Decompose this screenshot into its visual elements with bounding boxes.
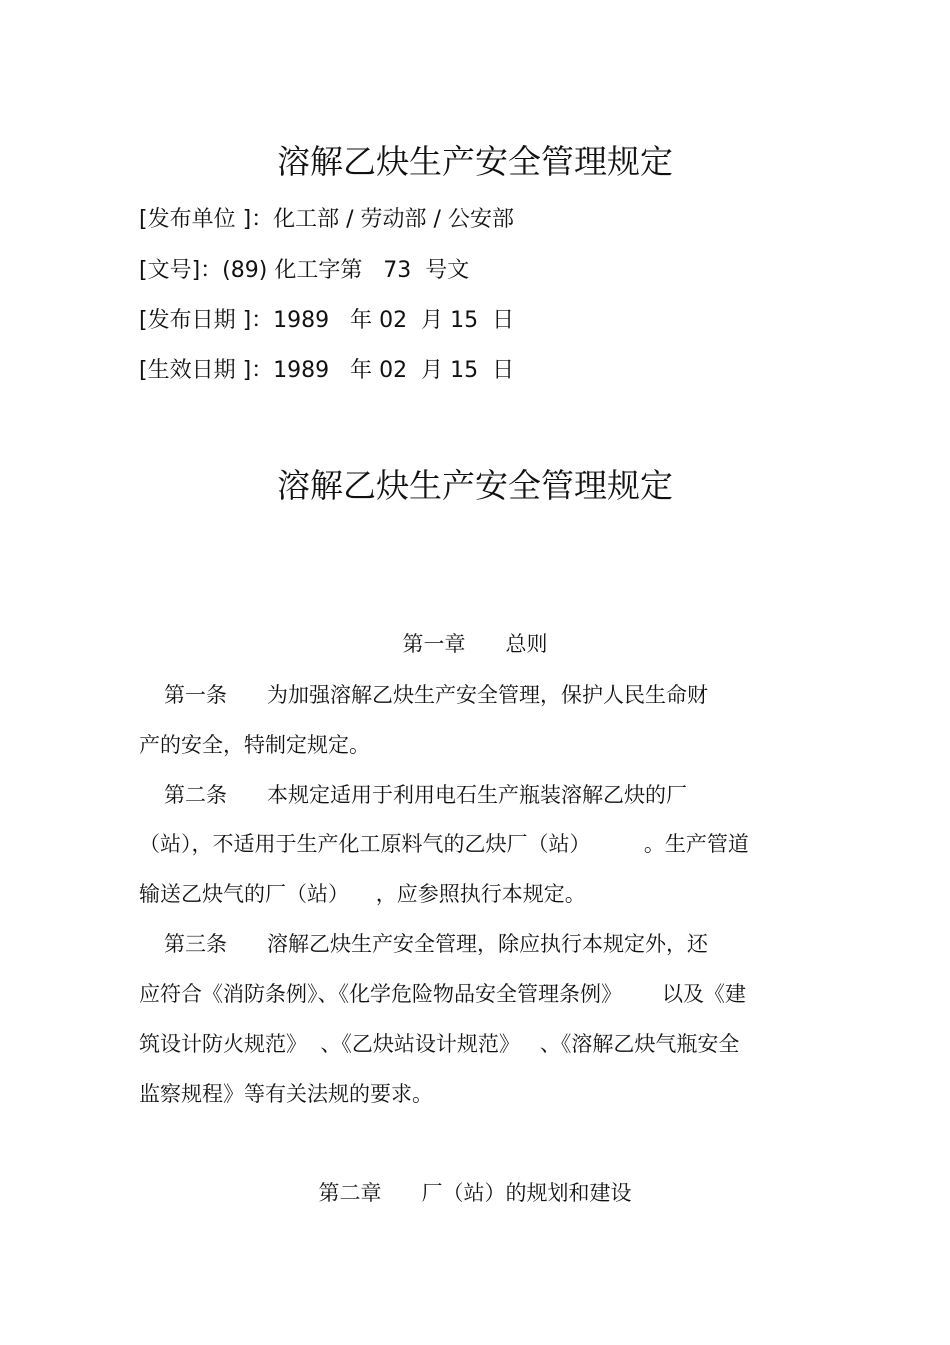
meta-effective-date: [生效日期 ]：1989 年 02 月 15 日 xyxy=(139,358,515,383)
article-3-line-2: 应符合《消防条例》、《化学危险物品安全管理条例》 以及《建 xyxy=(139,982,747,1006)
chapter-1-heading: 第一章 总则 xyxy=(402,632,548,656)
body-title: 溶解乙炔生产安全管理规定 xyxy=(277,466,673,505)
article-3-line-1: 第三条 溶解乙炔生产安全管理，除应执行本规定外，还 xyxy=(164,932,709,956)
article-2-line-3: 输送乙炔气的厂（站） ，应参照执行本规定。 xyxy=(139,882,586,906)
article-2-line-2: （站），不适用于生产化工原料气的乙炔厂（站） 。生产管道 xyxy=(139,832,749,856)
document-title: 溶解乙炔生产安全管理规定 xyxy=(277,142,673,181)
article-2-line-1: 第二条 本规定适用于利用电石生产瓶装溶解乙炔的厂 xyxy=(164,783,688,807)
article-1-line-2: 产的安全，特制定规定。 xyxy=(139,733,370,757)
article-1-line-1: 第一条 为加强溶解乙炔生产安全管理，保护人民生命财 xyxy=(164,683,709,707)
meta-issue-date: [发布日期 ]：1989 年 02 月 15 日 xyxy=(139,308,515,333)
meta-doc-number: [文号]：(89) 化工字第 73 号文 xyxy=(139,258,470,283)
meta-issuer: [发布单位 ]：化工部 / 劳动部 / 公安部 xyxy=(139,207,514,232)
chapter-2-heading: 第二章 厂（站）的规划和建设 xyxy=(318,1181,632,1205)
article-3-line-4: 监察规程》等有关法规的要求。 xyxy=(139,1082,433,1106)
article-3-line-3: 筑设计防火规范》 、《乙炔站设计规范》 、《溶解乙炔气瓶安全 xyxy=(139,1032,740,1056)
